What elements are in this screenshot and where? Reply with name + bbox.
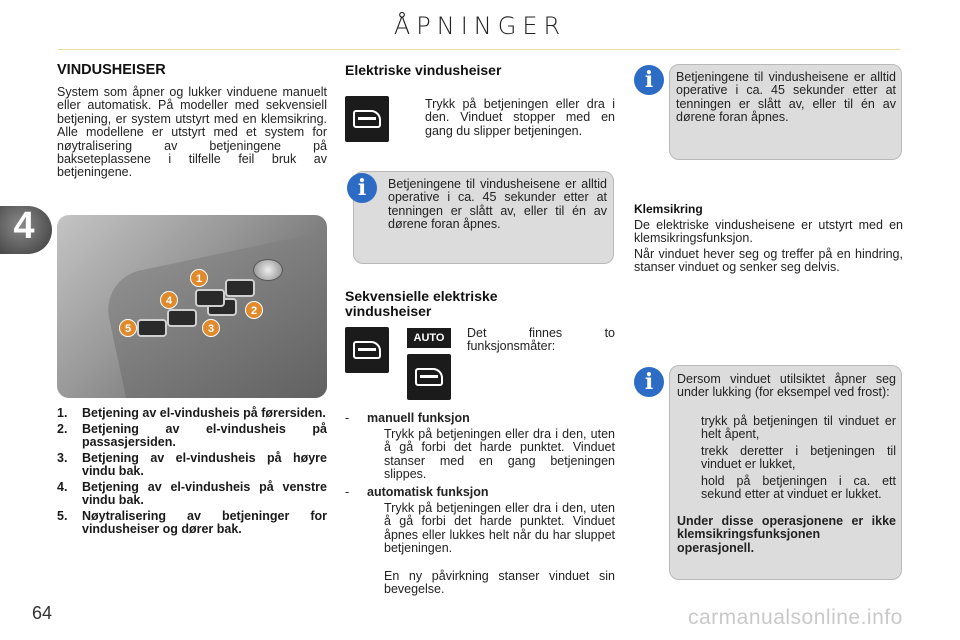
manual-title: manuell funksjon (367, 411, 470, 425)
door-switch-illustration (57, 215, 327, 398)
bullet-text: Trykk på betjeningen eller dra i den. Vinduet stopper med en gang du slipper betjeningen. (425, 97, 615, 138)
frost-bullets (677, 415, 896, 501)
item-number: 2. (57, 422, 68, 436)
switch-3 (167, 309, 197, 327)
manual-heading: - manuell funksjon (345, 411, 470, 425)
window-switch-icon (345, 96, 389, 142)
info-frost-intro: Dersom vinduet utilsiktet åpner seg under lukking (for eksempel ved frost): (677, 372, 896, 400)
auto-title: automatisk funksjon (367, 485, 489, 499)
list-item (57, 423, 327, 449)
auto-label-badge: AUTO (407, 328, 451, 348)
item-number: 1. (57, 406, 68, 420)
auto-bullet-1 (369, 502, 615, 556)
functions-text: Det finnes to funksjonsmåter: (467, 326, 615, 354)
heading-klemsikring: Klemsikring (634, 202, 703, 216)
section-heading-vindusheiser: VINDUSHEISER (57, 62, 166, 78)
info-text: Betjeningene til vindusheisene er alltid operative i ca. 45 sekunder etter at tenningen er slått av, eller til én av dørene foran åpnes. (676, 70, 896, 125)
list-item (57, 452, 327, 478)
bullet-text: En ny påvirkning stanser vinduet sin bevegelse. (384, 569, 615, 597)
switch-5 (137, 319, 167, 337)
item-text: Betjening av el-vindusheis på venstre vindu bak. (82, 480, 327, 507)
info-icon: i (634, 65, 664, 95)
manual-bullet (369, 428, 615, 482)
item-number: 4. (57, 480, 68, 494)
bullet-text: trykk på betjeningen til vinduet er helt åpent, (701, 414, 896, 442)
bullet-text: Trykk på betjeningen eller dra i den, uten å gå forbi det harde punktet. Vinduet stanser med en gang betjeningen slippes. (384, 427, 615, 482)
switch-1 (225, 279, 255, 297)
frost-warning: Under disse operasjonene er ikke klemsikringsfunksjonen operasjonell. (677, 514, 896, 555)
info-text: Betjeningene til vindusheisene er alltid operative i ca. 45 sekunder etter at tenningen er slått av, eller til én av dørene foran åpnes. (388, 177, 607, 232)
list-item (57, 510, 327, 536)
page-title: ÅPNINGER (393, 12, 567, 40)
section-heading-electric: Elektriske vindusheiser (345, 62, 502, 78)
electric-bullet (401, 98, 615, 138)
item-text: Betjening av el-vindusheis på høyre vindu bak. (82, 451, 327, 478)
item-text: Nøytralisering av betjeninger for vindusheiser og dører bak. (82, 509, 327, 536)
switch-4 (195, 289, 225, 307)
bullet-text: trekk deretter i betjeningen til vinduet er lukket, (701, 443, 896, 472)
list-item (57, 481, 327, 507)
intro-paragraph: System som åpner og lukker vinduene manuelt eller automatisk. På modeller med sekvensiell betjening, er system utstyrt med en klemsikring. Alle modellene er utstyrt med et system for nøytralisering av betjeningene på bakseteplassene i tilfelle feil bruk av betjeningene. (57, 85, 327, 180)
chapter-number: 4 (13, 205, 35, 247)
callout-badge: 1 (190, 269, 208, 287)
bullet-text: Trykk på betjeningen eller dra i den, uten å gå forbi det harde punktet. Vinduet åpnes eller lukkes helt når du har sluppet betjeningen. (384, 501, 615, 556)
bullet-text: hold på betjeningen i ca. ett sekund etter at vinduet er lukket. (701, 473, 896, 502)
list-item (57, 407, 327, 420)
callout-badge: 5 (119, 319, 137, 337)
callout-badge: 4 (160, 291, 178, 309)
header-divider (58, 49, 900, 50)
item-text: Betjening av el-vindusheis på passasjersiden. (82, 422, 327, 449)
item-text: Betjening av el-vindusheis på førersiden. (82, 406, 326, 420)
callout-badge: 3 (202, 319, 220, 337)
page-number: 64 (32, 603, 53, 623)
section-heading-sequential: Sekvensielle elektriske vindusheiser (345, 288, 498, 319)
info-icon: i (634, 367, 664, 397)
info-icon: i (347, 173, 377, 203)
callout-badge: 2 (245, 301, 263, 319)
mirror-knob (253, 259, 283, 281)
window-switch-icon (407, 354, 451, 400)
auto-heading: - automatisk funksjon (345, 485, 489, 499)
klem-paragraph-2: Når vinduet hever seg og treffer på en hindring, stanser vinduet og senker seg delvis. (634, 247, 903, 275)
numbered-legend (57, 407, 327, 539)
auto-bullet-2 (369, 570, 615, 597)
watermark: carmanualsonline.info (688, 606, 903, 629)
item-number: 3. (57, 451, 68, 465)
item-number: 5. (57, 509, 68, 523)
klem-paragraph-1: De elektriske vindusheisene er utstyrt med en klemsikringsfunksjon. (634, 218, 903, 246)
auto-window-icon (345, 327, 389, 373)
